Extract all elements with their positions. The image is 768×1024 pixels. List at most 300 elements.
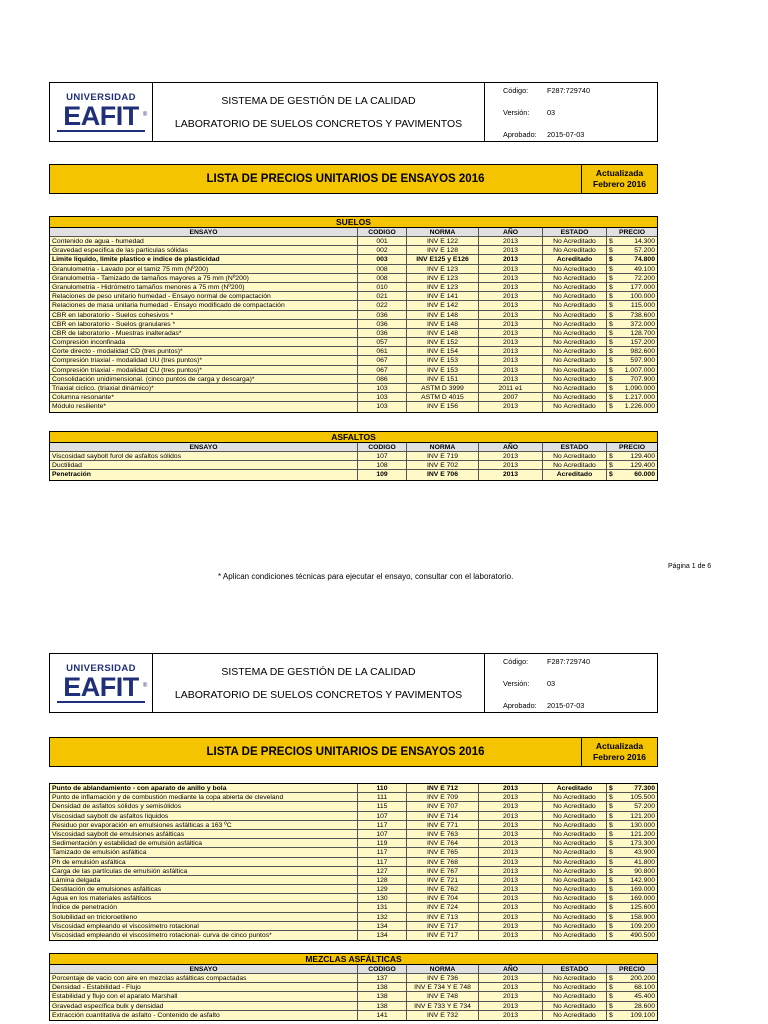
table-cell: 2013 bbox=[479, 903, 543, 911]
table-cell: Relaciones de masa unitaria humedad - Ensayo modificado de compactación bbox=[50, 301, 358, 309]
price-cell bbox=[607, 885, 657, 893]
price-value: 200.200 bbox=[630, 975, 655, 982]
price-cell bbox=[607, 255, 657, 263]
table-cell: Lámina delgada bbox=[50, 876, 358, 884]
eafit-logo: UNIVERSIDAD EAFIT ® bbox=[50, 83, 153, 141]
price-cell bbox=[607, 366, 657, 374]
table-cell: Triaxial ciclico. (triaxial dinámico)* bbox=[50, 384, 358, 392]
column-header: CODIGO bbox=[358, 228, 407, 236]
table-cell: No Acreditado bbox=[543, 283, 607, 291]
table-row bbox=[50, 983, 657, 992]
table-cell: 2013 bbox=[479, 375, 543, 383]
table-cell: 128 bbox=[358, 876, 407, 884]
table-cell: Viscosidad saybolt furol de asfaltos sólidos bbox=[50, 452, 358, 460]
price-cell bbox=[607, 821, 657, 829]
price-value: 130.000 bbox=[630, 821, 655, 829]
currency-sign: $ bbox=[609, 821, 613, 829]
table-cell: INV E 767 bbox=[407, 867, 479, 875]
table-cell: 2013 bbox=[479, 821, 543, 829]
table-cell: INV E 153 bbox=[407, 366, 479, 374]
table-cell: 107 bbox=[358, 452, 407, 460]
column-header: ESTADO bbox=[543, 228, 607, 236]
table-cell: 130 bbox=[358, 894, 407, 902]
table-cell: INV E 717 bbox=[407, 922, 479, 930]
table-cell: 117 bbox=[358, 858, 407, 866]
table-cell: No Acreditado bbox=[543, 922, 607, 930]
table-cell: Corte directo - modalidad CD (tres puntos)* bbox=[50, 347, 358, 355]
currency-sign: $ bbox=[609, 293, 613, 301]
currency-sign: $ bbox=[609, 256, 613, 264]
updated-date: Actualizada Febrero 2016 bbox=[593, 741, 646, 762]
table-cell: INV E 709 bbox=[407, 793, 479, 801]
price-value: 738.600 bbox=[630, 311, 655, 319]
table-cell: 2013 bbox=[479, 237, 543, 245]
price-cell bbox=[607, 858, 657, 866]
table-cell: INV E 154 bbox=[407, 347, 479, 355]
table-row bbox=[50, 885, 657, 894]
table-cell: INV E 748 bbox=[407, 992, 479, 1000]
table-cell: 138 bbox=[358, 983, 407, 991]
table-cell: Compresión triaxial - modalidad UU (tres puntos)* bbox=[50, 356, 358, 364]
table-cell: No Acreditado bbox=[543, 913, 607, 921]
price-value: 100.000 bbox=[630, 293, 655, 301]
table-cell: 057 bbox=[358, 338, 407, 346]
currency-sign: $ bbox=[609, 849, 613, 857]
table-cell: 141 bbox=[358, 1011, 407, 1020]
table-cell: 2013 bbox=[479, 246, 543, 254]
table-row bbox=[50, 812, 657, 821]
table-cell: 2013 bbox=[479, 858, 543, 866]
currency-sign: $ bbox=[609, 904, 613, 912]
price-cell bbox=[607, 922, 657, 930]
table-cell: No Acreditado bbox=[543, 885, 607, 893]
table-row bbox=[50, 452, 657, 461]
table-cell: No Acreditado bbox=[543, 1011, 607, 1020]
table-cell: 110 bbox=[358, 784, 407, 792]
table-cell: 2013 bbox=[479, 992, 543, 1000]
price-value: 982.600 bbox=[630, 348, 655, 356]
table-cell: 067 bbox=[358, 356, 407, 364]
table-cell: 2013 bbox=[479, 913, 543, 921]
price-cell bbox=[607, 274, 657, 282]
table-cell: 138 bbox=[358, 1002, 407, 1010]
currency-sign: $ bbox=[609, 238, 613, 245]
table-row bbox=[50, 402, 657, 411]
price-cell bbox=[607, 265, 657, 273]
table-cell: 129 bbox=[358, 885, 407, 893]
table-cell: No Acreditado bbox=[543, 974, 607, 982]
table-cell: INV E 714 bbox=[407, 812, 479, 820]
document-meta: Código: F287:729740 Versión: 03 Aprobado: 2015-07-03 bbox=[503, 86, 591, 139]
price-value: 169.000 bbox=[630, 886, 655, 894]
table-cell: INV E 153 bbox=[407, 356, 479, 364]
asfaltos-continued-table bbox=[49, 783, 658, 941]
table-cell: 2013 bbox=[479, 931, 543, 940]
table-cell: Extracción cuantitativa de asfalto - Contenido de asfalto bbox=[50, 1011, 358, 1020]
table-cell: No Acreditado bbox=[543, 830, 607, 838]
table-row bbox=[50, 903, 657, 912]
column-header: ESTADO bbox=[543, 443, 607, 451]
table-cell: 134 bbox=[358, 931, 407, 940]
price-list-title: LISTA DE PRECIOS UNITARIOS DE ENSAYOS 2016 Actualizada Febrero 2016 bbox=[49, 737, 658, 767]
price-value: 1.226.000 bbox=[624, 403, 655, 411]
price-cell bbox=[607, 784, 657, 792]
table-cell: INV E 142 bbox=[407, 301, 479, 309]
table-cell: ASTM D 4015 bbox=[407, 393, 479, 401]
price-list-title: LISTA DE PRECIOS UNITARIOS DE ENSAYOS 2016 Actualizada Febrero 2016 bbox=[49, 164, 658, 194]
table-cell: Relaciones de peso unitario humedad - Ensayo normal de compactación bbox=[50, 292, 358, 300]
price-cell bbox=[607, 384, 657, 392]
table-row bbox=[50, 292, 657, 301]
table-row bbox=[50, 1002, 657, 1011]
price-cell bbox=[607, 338, 657, 346]
column-header: AÑO bbox=[479, 228, 543, 236]
table-cell: 2013 bbox=[479, 793, 543, 801]
currency-sign: $ bbox=[609, 984, 613, 992]
price-cell bbox=[607, 802, 657, 810]
price-value: 77.300 bbox=[634, 785, 655, 792]
price-value: 109.100 bbox=[630, 1011, 655, 1019]
table-cell: No Acreditado bbox=[543, 338, 607, 346]
table-cell: 2013 bbox=[479, 320, 543, 328]
currency-sign: $ bbox=[609, 913, 613, 921]
table-cell: 2013 bbox=[479, 802, 543, 810]
table-cell: INV E125 y E126 bbox=[407, 255, 479, 263]
table-cell: Acreditado bbox=[543, 470, 607, 479]
column-header: ESTADO bbox=[543, 965, 607, 973]
table-cell: Ph de emulsión asfáltica bbox=[50, 858, 358, 866]
table-row bbox=[50, 931, 657, 940]
table-cell: 127 bbox=[358, 867, 407, 875]
table-cell: INV E 724 bbox=[407, 903, 479, 911]
table-cell: ASTM D 3999 bbox=[407, 384, 479, 392]
table-row bbox=[50, 356, 657, 365]
table-cell: Compresión triaxial - modalidad CU (tres puntos)* bbox=[50, 366, 358, 374]
price-value: 109.200 bbox=[630, 922, 655, 930]
section-title: SUELOS bbox=[50, 217, 657, 228]
table-cell: No Acreditado bbox=[543, 858, 607, 866]
price-value: 177.000 bbox=[630, 283, 655, 291]
table-cell: No Acreditado bbox=[543, 1002, 607, 1010]
currency-sign: $ bbox=[609, 394, 613, 402]
price-cell bbox=[607, 347, 657, 355]
price-value: 597.900 bbox=[630, 357, 655, 365]
table-cell: INV E 128 bbox=[407, 246, 479, 254]
table-cell: No Acreditado bbox=[543, 839, 607, 847]
price-cell bbox=[607, 311, 657, 319]
price-value: 707.900 bbox=[630, 375, 655, 383]
table-cell: INV E 719 bbox=[407, 452, 479, 460]
table-cell: INV E 704 bbox=[407, 894, 479, 902]
table-cell: No Acreditado bbox=[543, 393, 607, 401]
currency-sign: $ bbox=[609, 812, 613, 820]
table-cell: No Acreditado bbox=[543, 274, 607, 282]
table-cell: Gravedad especifica de las particulas sólidas bbox=[50, 246, 358, 254]
table-cell: 103 bbox=[358, 402, 407, 411]
table-cell: No Acreditado bbox=[543, 237, 607, 245]
table-cell: No Acreditado bbox=[543, 894, 607, 902]
table-cell: 2011 e1 bbox=[479, 384, 543, 392]
table-cell: 2013 bbox=[479, 1002, 543, 1010]
column-header: CODIGO bbox=[358, 443, 407, 451]
currency-sign: $ bbox=[609, 453, 613, 460]
table-cell: Penetración bbox=[50, 470, 358, 479]
price-cell bbox=[607, 983, 657, 991]
table-row bbox=[50, 329, 657, 338]
table-cell: 119 bbox=[358, 839, 407, 847]
table-cell: No Acreditado bbox=[543, 375, 607, 383]
price-value: 45.400 bbox=[634, 993, 655, 1001]
table-cell: Punto de ablandamiento - con aparato de anillo y bola bbox=[50, 784, 358, 792]
price-cell bbox=[607, 812, 657, 820]
table-cell: 2013 bbox=[479, 922, 543, 930]
table-cell: Ductilidad bbox=[50, 461, 358, 469]
currency-sign: $ bbox=[609, 357, 613, 365]
table-cell: Columna resonante* bbox=[50, 393, 358, 401]
table-cell: INV E 151 bbox=[407, 375, 479, 383]
document-header bbox=[49, 653, 658, 713]
price-cell bbox=[607, 452, 657, 460]
table-cell: Densidad - Estabilidad - Flujo bbox=[50, 983, 358, 991]
table-cell: 2013 bbox=[479, 402, 543, 411]
table-cell: 137 bbox=[358, 974, 407, 982]
price-cell bbox=[607, 292, 657, 300]
price-value: 157.200 bbox=[630, 339, 655, 347]
section-title: ASFALTOS bbox=[50, 432, 657, 443]
table-cell: Módulo resiliente* bbox=[50, 402, 358, 411]
table-cell: 2013 bbox=[479, 274, 543, 282]
table-cell: 2013 bbox=[479, 848, 543, 856]
document-header bbox=[49, 82, 658, 142]
table-cell: No Acreditado bbox=[543, 320, 607, 328]
price-cell bbox=[607, 1011, 657, 1020]
table-cell: 2013 bbox=[479, 974, 543, 982]
table-cell: INV E 768 bbox=[407, 858, 479, 866]
table-cell: No Acreditado bbox=[543, 292, 607, 300]
table-cell: INV E 734 Y E 748 bbox=[407, 983, 479, 991]
table-cell: No Acreditado bbox=[543, 983, 607, 991]
table-cell: Contenido de agua - humedad bbox=[50, 237, 358, 245]
price-cell bbox=[607, 375, 657, 383]
table-row bbox=[50, 320, 657, 329]
table-cell: Sedimentación y estabilidad de emulsión asfáltica bbox=[50, 839, 358, 847]
table-cell: No Acreditado bbox=[543, 812, 607, 820]
table-cell: No Acreditado bbox=[543, 329, 607, 337]
table-cell: No Acreditado bbox=[543, 461, 607, 469]
table-row bbox=[50, 974, 657, 983]
table-cell: INV E 732 bbox=[407, 1011, 479, 1020]
table-cell: Viscosidad empleando el viscosímetro rotacional bbox=[50, 922, 358, 930]
price-value: 372.000 bbox=[630, 320, 655, 328]
table-cell: INV E 736 bbox=[407, 974, 479, 982]
price-value: 115.000 bbox=[630, 302, 655, 310]
table-cell: 008 bbox=[358, 265, 407, 273]
table-cell: INV E 141 bbox=[407, 292, 479, 300]
table-row bbox=[50, 255, 657, 264]
column-header: PRECIO bbox=[618, 444, 646, 451]
price-cell bbox=[607, 402, 657, 411]
footnote: * Aplican condiciones técnicas para ejecutar el ensayo, consultar con el laboratorio. bbox=[218, 572, 514, 581]
table-cell: No Acreditado bbox=[543, 356, 607, 364]
table-row bbox=[50, 384, 657, 393]
price-cell bbox=[607, 830, 657, 838]
table-row bbox=[50, 375, 657, 384]
table-cell: INV E 148 bbox=[407, 329, 479, 337]
table-cell: 036 bbox=[358, 329, 407, 337]
table-cell: No Acreditado bbox=[543, 384, 607, 392]
price-value: 43.900 bbox=[634, 849, 655, 857]
table-cell: 003 bbox=[358, 255, 407, 263]
lab-title: LABORATORIO DE SUELOS CONCRETOS Y PAVIMENTOS bbox=[174, 117, 463, 130]
table-cell: INV E 771 bbox=[407, 821, 479, 829]
table-row bbox=[50, 867, 657, 876]
price-value: 68.100 bbox=[634, 984, 655, 992]
table-cell: 008 bbox=[358, 274, 407, 282]
price-value: 158.900 bbox=[630, 913, 655, 921]
column-header: ENSAYO bbox=[50, 228, 358, 236]
table-row bbox=[50, 830, 657, 839]
price-value: 14.300 bbox=[634, 238, 655, 245]
lab-title: LABORATORIO DE SUELOS CONCRETOS Y PAVIMENTOS bbox=[174, 688, 463, 701]
column-header: NORMA bbox=[407, 228, 479, 236]
table-cell: Solubilidad en tricloroetileno bbox=[50, 913, 358, 921]
table-cell: Viscosidad saybolt de asfaltos líquidos bbox=[50, 812, 358, 820]
table-cell: Gravedad específica bulk y densidad bbox=[50, 1002, 358, 1010]
updated-date: Actualizada Febrero 2016 bbox=[593, 168, 646, 189]
currency-sign: $ bbox=[609, 1002, 613, 1010]
table-cell: No Acreditado bbox=[543, 311, 607, 319]
currency-sign: $ bbox=[609, 329, 613, 337]
price-cell bbox=[607, 992, 657, 1000]
table-row bbox=[50, 237, 657, 246]
table-cell: No Acreditado bbox=[543, 903, 607, 911]
system-title: SISTEMA DE GESTIÓN DE LA CALIDAD bbox=[221, 665, 416, 678]
table-row bbox=[50, 894, 657, 903]
table-row bbox=[50, 311, 657, 320]
price-value: 90.800 bbox=[634, 867, 655, 875]
price-value: 74.800 bbox=[634, 256, 655, 264]
table-cell: INV E 123 bbox=[407, 274, 479, 282]
price-cell bbox=[607, 913, 657, 921]
table-cell: 2013 bbox=[479, 301, 543, 309]
currency-sign: $ bbox=[609, 366, 613, 374]
table-row bbox=[50, 393, 657, 402]
currency-sign: $ bbox=[609, 274, 613, 282]
price-cell bbox=[607, 320, 657, 328]
price-cell bbox=[607, 974, 657, 982]
currency-sign: $ bbox=[609, 403, 613, 411]
table-row bbox=[50, 265, 657, 274]
table-cell: INV E 763 bbox=[407, 830, 479, 838]
table-cell: 2013 bbox=[479, 255, 543, 263]
table-cell: Carga de las partículas de emulsión asfáltica bbox=[50, 867, 358, 875]
table-cell: INV E 148 bbox=[407, 320, 479, 328]
table-cell: No Acreditado bbox=[543, 402, 607, 411]
table-cell: INV E 712 bbox=[407, 784, 479, 792]
table-cell: INV E 764 bbox=[407, 839, 479, 847]
currency-sign: $ bbox=[609, 975, 613, 982]
table-cell: 103 bbox=[358, 384, 407, 392]
table-cell: No Acreditado bbox=[543, 793, 607, 801]
table-cell: 107 bbox=[358, 812, 407, 820]
price-cell bbox=[607, 283, 657, 291]
table-cell: Acreditado bbox=[543, 255, 607, 263]
column-header: NORMA bbox=[407, 443, 479, 451]
currency-sign: $ bbox=[609, 993, 613, 1001]
table-cell: 117 bbox=[358, 848, 407, 856]
table-cell: No Acreditado bbox=[543, 265, 607, 273]
currency-sign: $ bbox=[609, 794, 613, 802]
price-cell bbox=[607, 301, 657, 309]
table-cell: 086 bbox=[358, 375, 407, 383]
table-cell: No Acreditado bbox=[543, 931, 607, 940]
price-cell bbox=[607, 461, 657, 469]
table-cell: 2013 bbox=[479, 461, 543, 469]
column-header: PRECIO bbox=[618, 229, 646, 236]
price-value: 49.100 bbox=[634, 265, 655, 273]
table-header-row bbox=[50, 228, 657, 237]
column-header: PRECIO bbox=[618, 966, 646, 973]
price-cell bbox=[607, 894, 657, 902]
price-value: 105.500 bbox=[630, 794, 655, 802]
table-cell: Tamizado de emulsión asfáltica bbox=[50, 848, 358, 856]
table-cell: 061 bbox=[358, 347, 407, 355]
currency-sign: $ bbox=[609, 320, 613, 328]
currency-sign: $ bbox=[609, 867, 613, 875]
price-cell bbox=[607, 931, 657, 940]
price-value: 129.400 bbox=[630, 453, 655, 460]
table-cell: INV E 123 bbox=[407, 265, 479, 273]
table-cell: 107 bbox=[358, 830, 407, 838]
table-row bbox=[50, 338, 657, 347]
table-cell: 2013 bbox=[479, 283, 543, 291]
price-cell bbox=[607, 470, 657, 479]
table-cell: No Acreditado bbox=[543, 992, 607, 1000]
table-cell: INV E 156 bbox=[407, 402, 479, 411]
table-cell: No Acreditado bbox=[543, 876, 607, 884]
table-cell: Porcentaje de vacio con aire en mezclas asfálticas compactadas bbox=[50, 974, 358, 982]
currency-sign: $ bbox=[609, 247, 613, 255]
table-cell: 2013 bbox=[479, 867, 543, 875]
table-cell: 2013 bbox=[479, 839, 543, 847]
currency-sign: $ bbox=[609, 1011, 613, 1019]
price-cell bbox=[607, 246, 657, 254]
price-value: 128.700 bbox=[630, 329, 655, 337]
table-row bbox=[50, 301, 657, 310]
price-value: 1.007.000 bbox=[624, 366, 655, 374]
table-cell: 138 bbox=[358, 992, 407, 1000]
table-cell: Viscosidad saybolt de emulsiones asfálticas bbox=[50, 830, 358, 838]
column-header: NORMA bbox=[407, 965, 479, 973]
currency-sign: $ bbox=[609, 348, 613, 356]
table-cell: No Acreditado bbox=[543, 848, 607, 856]
table-cell: Viscosidad empleando el viscosímetro rotacional- curva de cinco puntos* bbox=[50, 931, 358, 940]
table-row bbox=[50, 821, 657, 830]
table-cell: INV E 152 bbox=[407, 338, 479, 346]
price-value: 121.200 bbox=[630, 830, 655, 838]
column-header: AÑO bbox=[479, 443, 543, 451]
price-value: 57.200 bbox=[634, 247, 655, 255]
table-cell: Densidad de asfaltos sólidos y semisólidos bbox=[50, 802, 358, 810]
currency-sign: $ bbox=[609, 858, 613, 866]
currency-sign: $ bbox=[609, 876, 613, 884]
table-cell: INV E 713 bbox=[407, 913, 479, 921]
table-cell: 021 bbox=[358, 292, 407, 300]
table-cell: Acreditado bbox=[543, 784, 607, 792]
table-cell: Granulometria - Hidrómetro tamaños menores a 75 mm (Nº200) bbox=[50, 283, 358, 291]
currency-sign: $ bbox=[609, 375, 613, 383]
price-cell bbox=[607, 848, 657, 856]
